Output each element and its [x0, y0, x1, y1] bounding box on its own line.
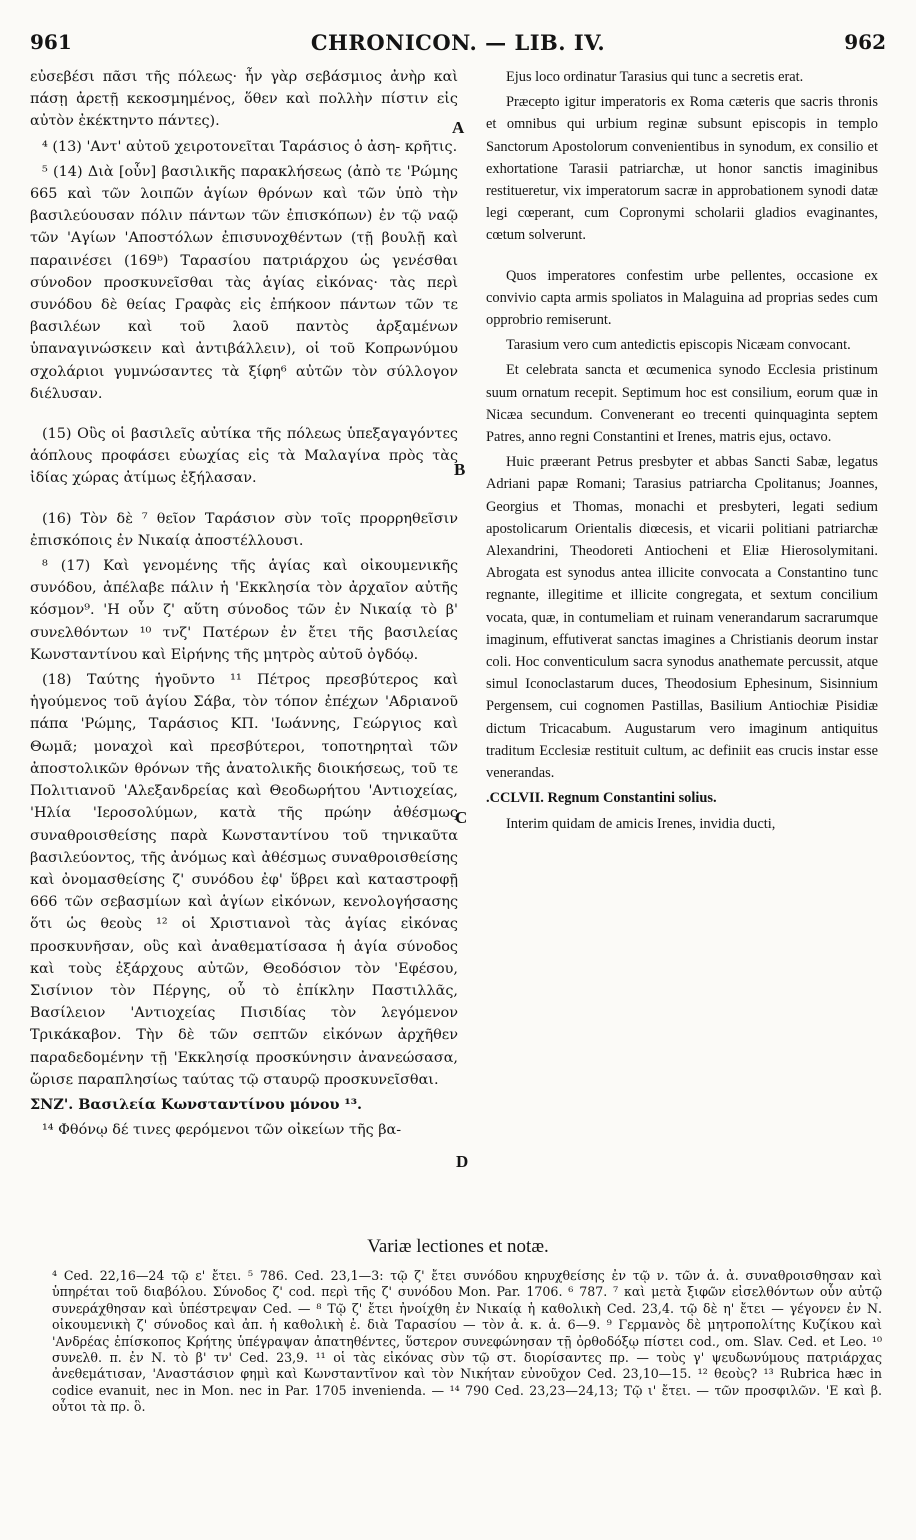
footnotes	[52, 1268, 882, 1416]
greek-paragraph: ¹⁴ Φθόνῳ δέ τινες φερόμενοι τῶν οἰκείων τῆς βα-	[42, 1122, 402, 1139]
margin-letter-a: A	[452, 118, 465, 137]
greek-paragraph: ⁸ (17) Καὶ γενομένης τῆς ἁγίας καὶ οἰκουμενικῆς συνόδου, ἀπέλαβε πάλιν ἡ 'Εκκλησία τὸν ἀρχαῖον αὐτῆς κόσμον⁹. 'Η οὖν ζ' αὕτη σύνοδος τῶν ἐν Νικαίᾳ τὸ β' συνελθόντων ¹⁰ τνζ' Πατέρων ἐν ἔτει τῆς βασιλείας Κωνσταντίνου καὶ Εἰρήνης τῆς μητρὸς αὐτοῦ ὀγδόῳ.	[30, 558, 458, 663]
latin-paragraph: Ejus loco ordinatur Tarasius qui tunc a secretis erat.	[506, 69, 804, 85]
latin-paragraph: Tarasium vero cum antedictis episcopis Nicæam convocant.	[506, 337, 851, 354]
greek-paragraph: (16) Τὸν δὲ ⁷ θεῖον Ταράσιον σὺν τοῖς προρρηθεῖσιν ἐπισκόποις ἐν Νικαίᾳ ἀποστέλλουσι.	[30, 510, 458, 549]
greek-paragraph: ⁴ (13) 'Αντ' αὐτοῦ χειροτονεῖται Ταράσιος ὁ ἀση- κρῆτις.	[42, 138, 458, 155]
latin-paragraph: Quos imperatores confestim urbe pellentes, occasione ex convivio capta armis spoliatos in Malaguina ad proprias sedes cum opprobrio remiserunt.	[486, 267, 878, 329]
latin-section-heading: .CCLVII. Regnum Constantini solius.	[486, 790, 717, 807]
greek-paragraph: ⁵ (14) Διὰ [οὖν] βασιλικῆς παρακλήσεως (ἀπὸ τε 'Ρώμης 665 καὶ τῶν λοιπῶν ἁγίων θρόνων καὶ τῶν ὑπὸ τὴν βασιλεύουσαν πόλιν πάντων τῶν ἐπισκόπων) ἐν τῷ ναῷ τῶν 'Αγίων 'Αποστόλων ἐπισυνοχθέντων (τῇ βουλῇ καὶ παραινέσει (169ᵇ) Ταρασίου πατριάρχου ὡς γενέσθαι σύνοδον προσκυνεῖσθαι τὰς ἁγίας εἰκόνας· τὰς περὶ συνόδου δὲ θείας Γραφὰς εἰς ἐπήκοον πάντων τῶν τε βασιλέων καὶ τοῦ λαοῦ παντὸς ἀρξαμένων ὑπαναγινώσκειν καὶ ἀντιβάλλειν), οἱ τοῦ Κοπρωνύμου σχολάριοι γυμνώσαντες τὰ ξίφη⁶ αὐτῶν τὸν σύλλογον διέλυσαν.	[30, 163, 458, 402]
running-title: CHRONICON. — LIB. IV.	[310, 30, 606, 55]
margin-letter-d: D	[456, 1152, 469, 1171]
latin-paragraph: Huic præerant Petrus presbyter et abbas Sancti Sabæ, legatus Adriani papæ Romani; Tarasius patriarcha Cpolitanus; Joannes, Georgius et Thomas, monachi et presbyteri, legati sedium apostolicarum Orientalis diœcesis, et vicarii politiani patriarchæ Alexandrini, Theodoreti Antiocheni et Eliæ Hierosolymitani. Abrogata est synodus antea illicite convocata a Constantino tunc regnante, illegitime et illicite congregata, et sextum concilium vocata, quæ, in contumeliam et ruinam venerandarum sacrarumque imaginum, effutiverat sanctas imagines a Christianis deorum instar coli. Hoc conventiculum sacra synodus anathemate percussit, atque simul Iconoclastarum duces, Theodosium Ephesinum, Sisinnium Pergensem, cui cognomen Pastillas, Basilium Antiochiæ Pisidiæ dictum Tricacabum. Augustarum vero imaginum antiquitus traditum Ecclesiæ restituit cultum, ac definiit eas crucis instar esse venerandas.	[486, 454, 878, 782]
margin-letter-b: B	[454, 460, 466, 479]
greek-column	[30, 66, 458, 1144]
latin-column	[486, 66, 878, 838]
latin-paragraph: Præcepto igitur imperatoris ex Roma cæteris que sacris thronis et omnibus qui urbium reginæ subsunt episcopis in templo Sanctorum Apostolorum convenientibus in synodum, ex consilio et exhortatione Tarasii patriarchæ, ut honor sanctis imaginibus restitueretur, vix imperatorum sacræ in approbationem synodi datæ legi cœperant, cum Copronymi scholarii gladios evaginantes, cœtum solverunt.	[486, 94, 878, 244]
notes-title: Variæ lectiones et notæ.	[367, 1236, 549, 1257]
greek-section-heading: ΣΝΖ'. Βασιλεία Κωνσταντίνου μόνου ¹³.	[30, 1095, 363, 1113]
greek-paragraph: (18) Ταύτης ἡγοῦντο ¹¹ Πέτρος πρεσβύτερος καὶ ἡγούμενος τοῦ ἁγίου Σάβα, τὸν τόπον ἐπέχων 'Αδριανοῦ πάπα 'Ρώμης, Ταράσιος ΚΠ. 'Ιωάννης, Γεώργιος καὶ Θωμᾶ; μοναχοὶ καὶ πρεσβύτεροι, τοποτηρηταὶ τῶν ἀποστολικῶν θρόνων τῆς ἀνατολικῆς διοικήσεως, τοῦ τε Πολιτιανοῦ 'Αλεξανδρείας καὶ Θεοδωρήτου 'Αντιοχείας, 'Ηλία 'Ιεροσολύμων, κατὰ τῆς πρώην ἀθέσμως συναθροισθείσης παρὰ Κωνσταντίνου τοῦ τηνικαῦτα βασιλεύοντος, τῆς ἀνόμως καὶ ἀθέσμως συναθροισθείσης καὶ ὀνομασθείσης ζ' συνόδου ἐφ' ὕβρει καὶ καταστροφῇ 666 τῶν σεβασμίων καὶ ἁγίων εἰκόνων, κενολογήσασης ὅτι ὡς θεοὺς ¹² οἱ Χριστιανοὶ τὰς ἁγίας εἰκόνας προσκυνῆσαν, οὓς καὶ ἀναθεματίσασα ἡ ἁγία σύνοδος καὶ τοὺς ἐξάρχους αὐτῶν, Θεοδόσιον τὸν 'Εφέσου, Σισίνιον τὸν Πέργης, οὗ τὸ ἐπίκλην Παστιλλᾶς, Βασίλειον 'Αντιοχείας Πισιδίας τὸν λεγόμενον Τρικάκαβον. Τὴν δὲ τῶν σεπτῶν εἰκόνων ἀρχῆθεν παραδεδομένην τῇ 'Εκκλησίᾳ προσκύνησιν ἀνανεώσασα, ὥρισε παραπλησίως ταύτας τῷ σταυρῷ προσκυνεῖσθαι.	[30, 672, 458, 1088]
page-header	[30, 24, 886, 64]
margin-letter-c: C	[455, 808, 468, 827]
page-number-right: 962	[844, 30, 886, 54]
latin-paragraph: Interim quidam de amicis Irenes, invidia ducti,	[506, 815, 776, 832]
footnote-text: ⁴ Ced. 22,16—24 τῷ ε' ἔτει. ⁵ 786. Ced. 23,1—3: τῷ ζ' ἔτει συνόδου κηρυχθείσης ἐν τῷ ν. τῶν ἁ. ἀ. συναθροισθησαν καὶ ὑπηρέται τοῦ διαβόλου. Σύνοδος ζ' cod. περὶ τῆς ζ' συνόδου Mon. Par. 1706. ⁶ 787. ⁷ καὶ μετὰ ξιφῶν εἰσελθόντων οὗν αὐτῷ συνεράχθησαν καὶ ὑπέστρεψαν Ced. — ⁸ Τῷ ζ' ἔτει ἠνοίχθη ἐν Νικαίᾳ ἡ καθολικὴ Ced. 23,4. τῷ δὲ η' ἔτει — γέγονεν ἐν Ν. οἰκουμενικὴ ζ' σύνοδος καὶ ἀπ. ἡ καθολικὴ ἐ. διὰ Ταρασίου — τὸν ἀ. κ. ἁ. 6—9. ⁹ Γερμανὸς δὲ μητροπολίτης Κυζίκου καὶ 'Ανδρέας ἐπίσκοπος Κρήτης ὑπέγραψαν ἀπατηθέντες, ὕστερον συνεφώνησαν τῇ ὀρθοδόξῳ πίστει cod., om. Slav. Ced. et Leo. ¹⁰ συνελθ. π. ἐν Ν. τὸ β' τν' Ced. 23,9. ¹¹ οἱ τὰς εἰκόνας σὺν τῷ στ. διορίσαντες πρ. — τοὺς γ' ψευδωνύμους πατριάρχας ἀνεθεμάτισαν, 'Αναστάσιον φημὶ καὶ Κωνσταντῖνον καὶ τὸν Νικήταν εὐνοῦχον Ced. 23,10—15. ¹² θεοὺς? ¹³ Rubrica hæc in codice evanuit, nec in Mon. nec in Par. 1705 invenienda. — ¹⁴ 790 Ced. 23,23—24,13; Τῷ ι' ἔτει. — τῶν προσφιλῶν. 'Ε καὶ β. οὗτοι τὰ πρ. ὃ.	[52, 1268, 882, 1415]
page-number-left: 961	[30, 30, 72, 54]
latin-paragraph: Et celebrata sancta et œcumenica synodo Ecclesia pristinum suum ornatum recepit. Septimum hoc est consilium, eorum quæ in Nicæa secundum. Convenerant eo trecenti quinquaginta septem Patres, anno regni Constantini et Irenes, matris ejus, octavo.	[486, 362, 878, 446]
greek-paragraph: (15) Οὓς οἱ βασιλεῖς αὐτίκα τῆς πόλεως ὑπεξαγαγόντες ἀόπλους προφάσει εὐωχίας εἰς τὰ Μαλαγίνα πρὸς τὰς ἰδίας χώρας ἀτίμως ἐξήλασαν.	[30, 426, 458, 487]
greek-paragraph: εὐσεβέσι πᾶσι τῆς πόλεως· ἦν γὰρ σεβάσμιος ἀνὴρ καὶ πάσῃ ἀρετῇ κεκοσμημένος, ὅθεν καὶ πολλὴν πίστιν εἰς αὐτὸν ἐκέκτηντο πάντες).	[30, 69, 458, 130]
